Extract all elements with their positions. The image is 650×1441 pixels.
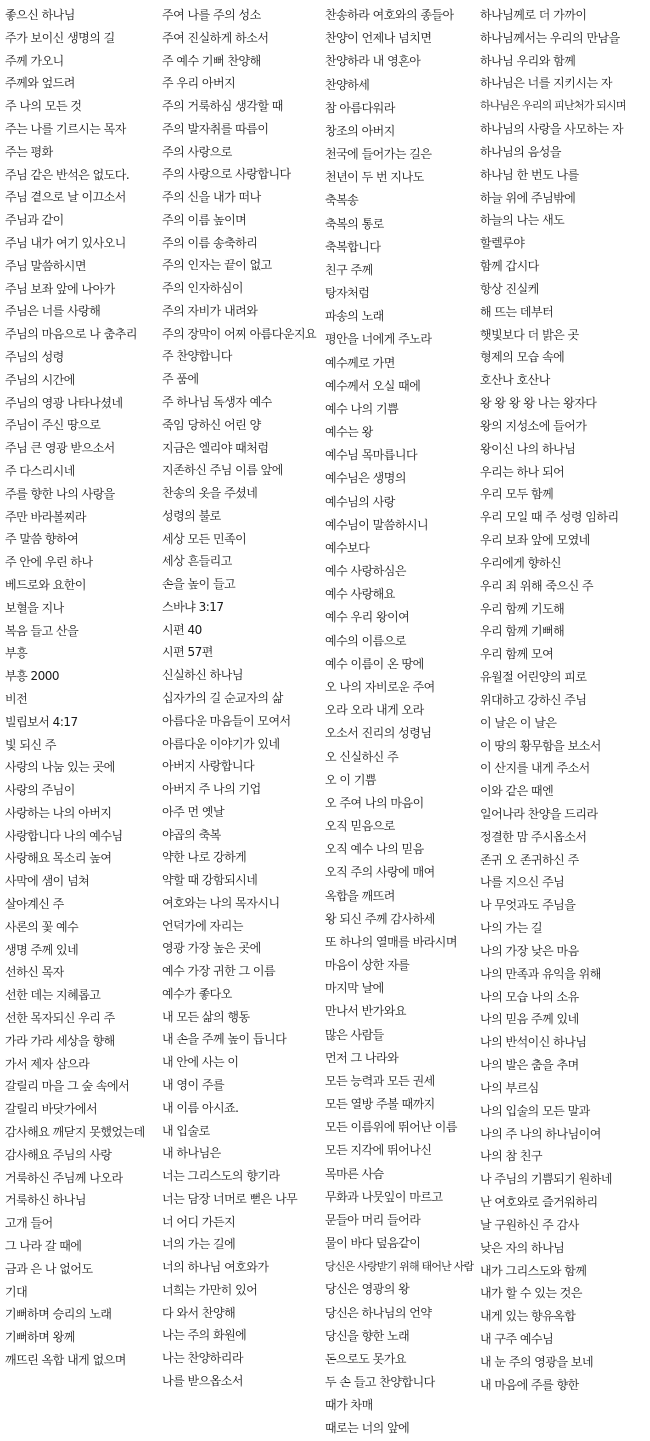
- song-title: 당신은 사랑받기 위해 태어난 사람: [325, 1260, 474, 1274]
- song-title: 나의 가장 낮은 마음: [480, 943, 579, 958]
- song-title: 많은 사람들: [325, 1027, 384, 1042]
- song-title: 우리 모두 함께: [480, 487, 554, 502]
- song-title: 주님의 영광 나타나셨네: [5, 395, 123, 410]
- song-title: 주 다스리시네: [5, 463, 75, 478]
- song-title: 다 와서 찬양해: [162, 1305, 236, 1320]
- song-title: 예수보다: [325, 540, 370, 555]
- song-title: 아버지 주 나의 기업: [162, 782, 261, 797]
- song-title: 너 어디 가든지: [162, 1214, 236, 1229]
- song-title: 하늘 위에 주님밖에: [480, 190, 576, 205]
- song-title: 위대하고 강하신 주님: [480, 692, 587, 707]
- song-title: 주의 인자는 끝이 없고: [162, 258, 272, 273]
- song-title: 지금은 엘리야 때처럼: [162, 440, 269, 455]
- song-title: 주는 나를 기르시는 목자: [5, 121, 126, 136]
- song-title: 주는 평화: [5, 144, 53, 159]
- song-title: 우리는 하나 되어: [480, 464, 565, 479]
- song-title: 당신을 향한 노래: [325, 1328, 410, 1343]
- song-title: 주만 바라볼찌라: [5, 509, 86, 524]
- song-title: 하나님 우리와 함께: [480, 53, 576, 68]
- song-title: 약한 나로 강하게: [162, 850, 247, 865]
- song-title: 찬양하세: [325, 77, 370, 92]
- song-title: 친구 주께: [325, 262, 373, 277]
- song-title: 십자가의 길 순교자의 삶: [162, 690, 283, 705]
- song-title: 주의 자비가 내려와: [162, 303, 258, 318]
- song-title: 정결한 맘 주시옵소서: [480, 829, 587, 844]
- song-title: 찬송의 옷을 주셨네: [162, 486, 258, 501]
- song-title: 야곱의 축복: [162, 827, 221, 842]
- song-title: 하나님의 음성을: [480, 144, 561, 159]
- song-title: 나는 찬양하리라: [162, 1351, 243, 1366]
- song-title: 아버지 사랑합니다: [162, 759, 255, 774]
- song-title: 날 구원하신 주 감사: [480, 1217, 579, 1232]
- song-title: 주의 사랑으로 사랑합니다: [162, 167, 291, 182]
- song-title: 이와 같은 때엔: [480, 784, 554, 799]
- song-title: 마지막 날에: [325, 981, 384, 996]
- song-title: 선한 데는 지혜롭고: [5, 988, 101, 1003]
- song-title: 천국에 들어가는 길은: [325, 147, 432, 162]
- song-title: 존귀 오 존귀하신 주: [480, 852, 579, 867]
- song-title: 난 여호와로 즐거워하리: [480, 1195, 598, 1210]
- song-title: 비전: [5, 691, 28, 706]
- song-title: 탕자처럼: [325, 286, 370, 301]
- song-title: 하나님은 우리의 피난처가 되시며: [480, 99, 626, 113]
- song-title: 너는 그리스도의 향기라: [162, 1169, 280, 1184]
- song-title: 갈릴리 바닷가에서: [5, 1102, 98, 1117]
- song-title: 우리 모일 때 주 성령 임하리: [480, 510, 619, 525]
- song-title: 주님의 마음으로 나 춤추리: [5, 327, 137, 342]
- song-title: 주님 큰 영광 받으소서: [5, 441, 115, 456]
- song-title: 주여 진실하게 하소서: [162, 30, 269, 45]
- song-title: 신실하신 하나님: [162, 668, 243, 683]
- song-title: 사론의 꽃 예수: [5, 919, 79, 934]
- song-title: 보혈을 지나: [5, 600, 64, 615]
- song-title: 주가 보이신 생명의 길: [5, 30, 115, 45]
- song-title: 나의 모습 나의 소유: [480, 989, 579, 1004]
- song-title: 천년이 두 번 지나도: [325, 170, 424, 185]
- song-title: 예수께로 가면: [325, 355, 395, 370]
- song-title: 하나님은 너를 지키시는 자: [480, 76, 612, 91]
- song-title: 내 손을 주께 높이 듭니다: [162, 1032, 287, 1047]
- song-title: 나의 발은 춤을 추며: [480, 1058, 579, 1073]
- song-title: 예수께서 오실 때에: [325, 378, 421, 393]
- song-title: 감사해요 깨닫지 못했었는데: [5, 1125, 145, 1140]
- song-title: 문들아 머리 들어라: [325, 1212, 421, 1227]
- song-title: 왕의 지성소에 들어가: [480, 418, 587, 433]
- song-title: 나를 받으옵소서: [162, 1373, 243, 1388]
- song-title: 주의 사랑으로: [162, 144, 232, 159]
- song-title: 주님은 너를 사랑해: [5, 304, 101, 319]
- song-title: 찬양이 언제나 넘치면: [325, 31, 432, 46]
- song-title: 주께 가오니: [5, 53, 64, 68]
- song-title: 주님 보좌 앞에 나아가: [5, 281, 115, 296]
- song-title: 주의 거룩하심 생각할 때: [162, 99, 283, 114]
- song-title: 하나님께로 더 가까이: [480, 8, 587, 22]
- song-title: 언덕가에 자리는: [162, 918, 243, 933]
- song-title: 파송의 노래: [325, 309, 384, 324]
- song-title: 나를 지으신 주님: [480, 875, 565, 890]
- song-title: 나의 참 친구: [480, 1149, 543, 1164]
- song-title: 내가 그리스도와 함께: [480, 1263, 587, 1278]
- song-column-2: [162, 4, 322, 1393]
- song-title: 너희는 가만히 있어: [162, 1282, 258, 1297]
- song-title: 갈릴리 마을 그 숲 속에서: [5, 1079, 130, 1094]
- song-title: 그 나라 갈 때에: [5, 1239, 82, 1254]
- song-title: 예수님이 말씀하시니: [325, 517, 429, 532]
- song-title: 너의 하나님 여호와가: [162, 1260, 269, 1275]
- song-title: 호산나 호산나: [480, 373, 550, 388]
- song-title: 선하신 목자: [5, 965, 64, 980]
- song-title: 나는 주의 화원에: [162, 1328, 247, 1343]
- song-title: 함께 갑시다: [480, 259, 539, 274]
- song-title: 시편 57편: [162, 645, 213, 660]
- song-title: 세상 흔들리고: [162, 554, 232, 569]
- song-title: 거룩하신 주님께 나오라: [5, 1170, 123, 1185]
- song-title: 두 손 들고 찬양합니다: [325, 1375, 435, 1390]
- song-title: 사랑합니다 나의 예수님: [5, 828, 123, 843]
- song-title: 스바냐 3:17: [162, 599, 224, 614]
- song-title: 빌립보서 4:17: [5, 714, 78, 729]
- song-title: 해 뜨는 데부터: [480, 304, 554, 319]
- song-title: 베드로와 요한이: [5, 577, 86, 592]
- song-title: 깨뜨린 옥합 내게 없으며: [5, 1353, 126, 1368]
- song-title: 사막에 샘이 넘쳐: [5, 874, 90, 889]
- song-title: 찬양하라 내 영혼아: [325, 54, 421, 69]
- song-title: 형제의 모습 속에: [480, 350, 565, 365]
- song-title: 우리 죄 위해 죽으신 주: [480, 578, 594, 593]
- song-title: 예수 이름이 온 땅에: [325, 656, 424, 671]
- song-title: 내 이름 아시죠.: [162, 1100, 239, 1115]
- song-title: 고개 들어: [5, 1216, 53, 1231]
- song-title: 너의 가는 길에: [162, 1237, 236, 1252]
- song-title: 주님 같은 반석은 없도다.: [5, 167, 130, 182]
- song-title: 죽임 당하신 어린 양: [162, 417, 261, 432]
- song-column-1: [5, 4, 160, 1372]
- song-title: 살아계신 주: [5, 897, 64, 912]
- song-title: 사랑해요 목소리 높여: [5, 851, 112, 866]
- song-title: 복음 들고 산을: [5, 623, 79, 638]
- song-title: 나의 입술의 모든 말과: [480, 1103, 590, 1118]
- song-title: 기뻐하며 왕께: [5, 1330, 75, 1345]
- song-title: 주의 발자취를 따름이: [162, 121, 269, 136]
- song-title: 주 하나님 독생자 예수: [162, 395, 272, 410]
- song-title: 나의 만족과 유익을 위해: [480, 966, 601, 981]
- song-title: 사랑의 주님이: [5, 783, 75, 798]
- song-title: 좋으신 하나님: [5, 8, 75, 22]
- song-title: 오 신실하신 주: [325, 749, 399, 764]
- song-title: 예수는 왕: [325, 425, 373, 440]
- song-title: 주님 곁으로 날 이끄소서: [5, 190, 126, 205]
- song-title: 주님 내가 여기 있사오니: [5, 235, 126, 250]
- song-title: 가서 제자 삼으라: [5, 1056, 90, 1071]
- song-title: 만나서 반가와요: [325, 1004, 406, 1019]
- song-title: 오직 주의 사랑에 매여: [325, 865, 435, 880]
- song-title: 성령의 불로: [162, 508, 221, 523]
- song-title: 오 이 기쁨: [325, 772, 376, 787]
- song-title: 주여 나를 주의 성소: [162, 8, 261, 22]
- song-title: 주님과 같이: [5, 213, 64, 228]
- song-title: 찬송하라 여호와의 종들아: [325, 8, 454, 22]
- song-title: 축복합니다: [325, 239, 381, 254]
- song-title: 나 주님의 기쁨되기 원하네: [480, 1172, 612, 1187]
- song-title: 빛 되신 주: [5, 737, 56, 752]
- song-title: 당신은 영광의 왕: [325, 1282, 410, 1297]
- song-title: 내 모든 삶의 행동: [162, 1009, 250, 1024]
- song-title: 주 품에: [162, 372, 199, 387]
- song-title: 나의 가는 길: [480, 921, 543, 936]
- song-title: 모든 열방 주볼 때까지: [325, 1097, 435, 1112]
- song-title: 내 마음에 주를 향한: [480, 1377, 579, 1392]
- song-title: 너는 담장 너머로 뻗은 나무: [162, 1191, 298, 1206]
- song-title: 주님의 성령: [5, 349, 64, 364]
- song-title: 주께와 엎드려: [5, 76, 75, 91]
- song-title: 주의 인자하심이: [162, 281, 243, 296]
- song-column-4: [480, 4, 650, 1397]
- song-title: 할렐루야: [480, 236, 525, 251]
- song-title: 기대: [5, 1284, 28, 1299]
- song-title: 우리 보좌 앞에 모였네: [480, 533, 590, 548]
- song-title: 먼저 그 나라와: [325, 1050, 399, 1065]
- song-title: 오직 예수 나의 믿음: [325, 842, 424, 857]
- song-title: 내 입술로: [162, 1123, 210, 1138]
- song-title: 주 찬양합니다: [162, 349, 232, 364]
- song-title: 주 우리 아버지: [162, 76, 236, 91]
- song-title: 당신은 하나님의 언약: [325, 1305, 432, 1320]
- song-title: 왕이신 나의 하나님: [480, 441, 576, 456]
- song-title: 이 땅의 황무함을 보소서: [480, 738, 601, 753]
- song-title: 여호와는 나의 목자시니: [162, 895, 280, 910]
- song-title: 우리 함께 기뻐해: [480, 624, 565, 639]
- song-title: 창조의 아버지: [325, 123, 395, 138]
- song-title: 목마른 사슴: [325, 1166, 384, 1181]
- song-title: 예수 우리 왕이여: [325, 610, 410, 625]
- song-title: 시편 40: [162, 622, 202, 637]
- song-title: 예수 가장 귀한 그 이름: [162, 964, 276, 979]
- song-title: 나 무엇과도 주님을: [480, 898, 576, 913]
- song-title: 우리에게 향하신: [480, 555, 561, 570]
- song-title: 물이 바다 덮음같이: [325, 1236, 421, 1251]
- song-title: 사랑하는 나의 아버지: [5, 805, 112, 820]
- song-title: 주 나의 모든 것: [5, 99, 82, 114]
- song-title: 내가 할 수 있는 것은: [480, 1286, 582, 1301]
- song-title: 오직 믿음으로: [325, 819, 395, 834]
- song-title: 예수님의 사랑: [325, 494, 395, 509]
- song-title: 나의 주 나의 하나님이여: [480, 1126, 601, 1141]
- song-title: 평안을 너에게 주노라: [325, 332, 432, 347]
- song-title: 오 나의 자비로운 주여: [325, 679, 435, 694]
- song-title: 거룩하신 하나님: [5, 1193, 86, 1208]
- song-title: 축복송: [325, 193, 359, 208]
- song-title: 축복의 통로: [325, 216, 384, 231]
- song-title: 지존하신 주님 이름 앞에: [162, 463, 283, 478]
- song-title: 때가 차매: [325, 1398, 373, 1413]
- song-title: 아름다운 이야기가 있네: [162, 736, 280, 751]
- song-title: 햇빛보다 더 밝은 곳: [480, 327, 579, 342]
- song-title: 손을 높이 들고: [162, 577, 236, 592]
- song-title: 하늘의 나는 새도: [480, 213, 565, 228]
- song-title: 오소서 진리의 성령님: [325, 726, 432, 741]
- song-title: 우리 함께 기도해: [480, 601, 565, 616]
- song-title: 이 산지를 내게 주소서: [480, 761, 590, 776]
- song-title: 영광 가장 높은 곳에: [162, 941, 261, 956]
- song-title: 예수 사랑해요: [325, 587, 395, 602]
- song-title: 내 하나님은: [162, 1146, 221, 1161]
- song-title: 예수의 이름으로: [325, 633, 406, 648]
- song-title: 내 구주 예수님: [480, 1332, 554, 1347]
- song-title: 주님이 주신 땅으로: [5, 418, 101, 433]
- song-title: 예수 나의 기쁨: [325, 401, 399, 416]
- song-title: 일어나라 찬양을 드리라: [480, 806, 598, 821]
- song-title: 나의 반석이신 하나님: [480, 1035, 587, 1050]
- song-title: 내게 있는 향유옥합: [480, 1309, 576, 1324]
- song-title: 모든 이름위에 뛰어난 이름: [325, 1120, 457, 1135]
- song-title: 돈으로도 못가요: [325, 1351, 406, 1366]
- song-title: 예수님 목마릅니다: [325, 448, 418, 463]
- song-title: 주님의 시간에: [5, 372, 75, 387]
- song-title: 부흥 2000: [5, 669, 60, 684]
- song-title: 선한 목자되신 우리 주: [5, 1011, 115, 1026]
- song-title: 옥합을 깨뜨려: [325, 888, 395, 903]
- song-title: 유월절 어린양의 피로: [480, 670, 587, 685]
- song-title: 모든 지각에 뛰어나신: [325, 1143, 432, 1158]
- song-title: 마음이 상한 자를: [325, 958, 410, 973]
- song-title: 모든 능력과 모든 권세: [325, 1073, 435, 1088]
- song-title: 예수님은 생명의: [325, 471, 406, 486]
- song-title: 하나님의 사랑을 사모하는 자: [480, 122, 624, 137]
- song-title: 이 날은 이 날은: [480, 715, 557, 730]
- song-title: 아름다운 마음들이 모여서: [162, 713, 291, 728]
- song-title: 나의 믿음 주께 있네: [480, 1012, 579, 1027]
- song-title: 나의 부르심: [480, 1080, 539, 1095]
- song-title: 내 영이 주를: [162, 1077, 225, 1092]
- song-title: 오 주여 나의 마음이: [325, 795, 424, 810]
- song-title: 주의 장막이 어찌 아름다운지요: [162, 326, 317, 341]
- song-title: 주를 향한 나의 사랑을: [5, 486, 115, 501]
- song-title: 예수가 좋다오: [162, 986, 232, 1001]
- song-title: 주의 이름 송축하리: [162, 235, 258, 250]
- song-title: 오라 오라 내게 오라: [325, 703, 424, 718]
- song-title: 금과 은 나 없어도: [5, 1261, 93, 1276]
- song-title: 항상 진실케: [480, 281, 539, 296]
- song-title: 낮은 자의 하나님: [480, 1240, 565, 1255]
- song-title: 내 안에 사는 이: [162, 1055, 239, 1070]
- song-title: 우리 함께 모여: [480, 647, 554, 662]
- song-title: 또 하나의 열매를 바라시며: [325, 934, 457, 949]
- song-title: 주의 신을 내가 떠나: [162, 190, 261, 205]
- song-title: 가라 가라 세상을 향해: [5, 1033, 115, 1048]
- song-column-3: [325, 4, 475, 1441]
- song-title: 주 안에 우린 하나: [5, 555, 93, 570]
- song-title: 아주 먼 옛날: [162, 804, 225, 819]
- song-title: 하나님께서는 우리의 만남을: [480, 30, 620, 45]
- song-title: 주 예수 기뻐 찬양해: [162, 53, 261, 68]
- song-title: 사랑의 나눔 있는 곳에: [5, 760, 115, 775]
- song-title: 기뻐하며 승리의 노래: [5, 1307, 112, 1322]
- song-title: 하나님 한 번도 나를: [480, 167, 579, 182]
- song-title: 참 아름다워라: [325, 100, 395, 115]
- song-title: 주님 말씀하시면: [5, 258, 86, 273]
- song-title: 때로는 너의 앞에: [325, 1421, 410, 1436]
- song-title: 내 눈 주의 영광을 보네: [480, 1354, 594, 1369]
- song-title: 감사해요 주님의 사랑: [5, 1147, 112, 1162]
- song-title: 주 말씀 향하여: [5, 532, 79, 547]
- song-title: 생명 주께 있네: [5, 942, 79, 957]
- song-title: 주의 이름 높이며: [162, 212, 247, 227]
- song-title: 왕 왕 왕 왕 나는 왕자다: [480, 396, 597, 411]
- song-title: 약할 때 강함되시네: [162, 873, 258, 888]
- song-title: 예수 사랑하심은: [325, 564, 406, 579]
- song-title: 세상 모든 민족이: [162, 531, 247, 546]
- song-title: 무화과 나뭇잎이 마르고: [325, 1189, 443, 1204]
- song-title: 부흥: [5, 646, 28, 661]
- song-title: 왕 되신 주께 감사하세: [325, 911, 435, 926]
